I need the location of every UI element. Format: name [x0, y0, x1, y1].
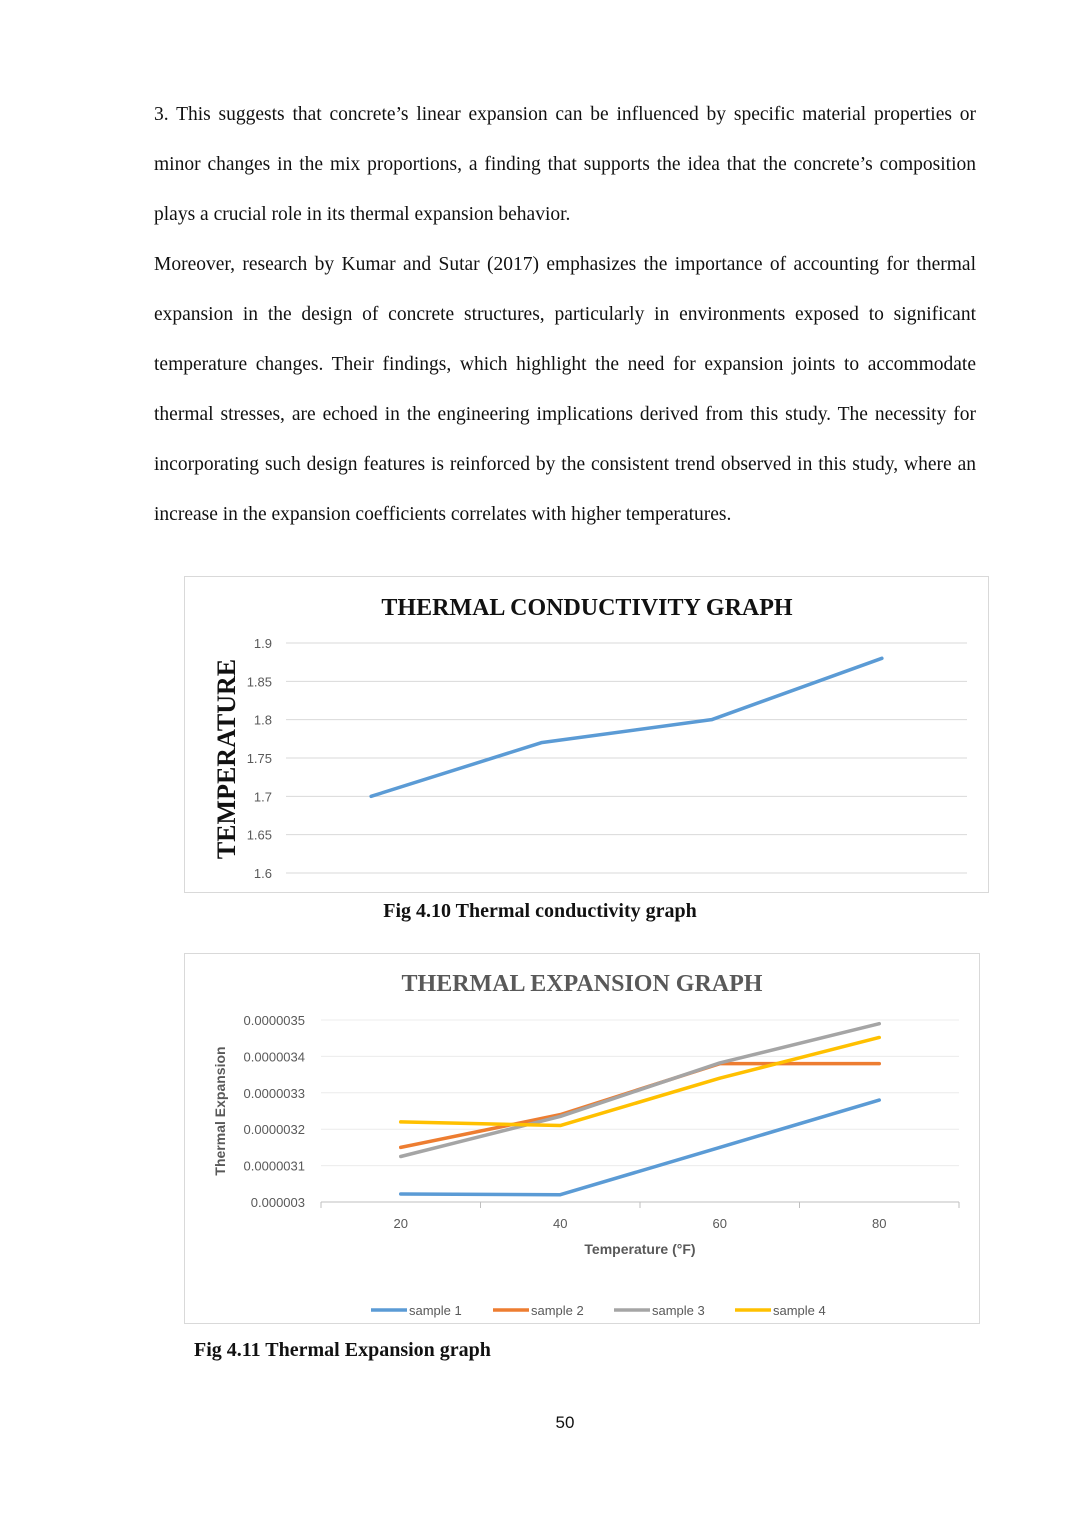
- chart2-data-point: [559, 1124, 562, 1127]
- chart2-data-point: [878, 1036, 881, 1039]
- chart1-y-tick-label: 1.65: [246, 827, 272, 843]
- chart2-legend-label: sample 3: [652, 1303, 705, 1318]
- chart2-x-axis-label: Temperature (°F): [584, 1241, 696, 1257]
- thermal-expansion-chart: [184, 953, 980, 1324]
- chart1-series-line: [371, 658, 882, 796]
- chart2-title: THERMAL EXPANSION GRAPH: [401, 971, 763, 997]
- chart2-series-line: [401, 1037, 880, 1125]
- figure-caption-4-10: Fig 4.10 Thermal conductivity graph: [383, 900, 697, 922]
- chart2-data-point: [399, 1146, 402, 1149]
- paragraph-2: Moreover, research by Kumar and Sutar (2017) emphasizes the importance of accounting for thermal expansion in the design of concrete structures, particularly in environments exposed to significant temperature changes. Their findings, which highlight the need for expansion joints to accommodate thermal stresses, are echoed in the engineering implications derived from this study. The necessity for incorporating such design features is reinforced by the consistent trend observed in this study, where an increase in the expansion coefficients correlates with higher temperatures.: [154, 254, 976, 525]
- chart1-y-tick-label: 1.85: [246, 674, 272, 690]
- chart2-series-line: [401, 1024, 880, 1157]
- chart2-y-tick-label: 0.0000033: [243, 1085, 305, 1101]
- figure-caption-4-11: Fig 4.11 Thermal Expansion graph: [194, 1339, 491, 1361]
- chart2-data-point: [399, 1155, 402, 1158]
- chart1-data-point: [370, 795, 373, 798]
- chart2-data-point: [718, 1146, 721, 1149]
- chart2-series-line: [401, 1100, 880, 1195]
- chart2-data-point: [399, 1192, 402, 1195]
- chart1-y-tick-label: 1.7: [253, 789, 272, 805]
- chart2-data-point: [878, 1099, 881, 1102]
- chart2-y-tick-label: 0.0000031: [243, 1158, 305, 1174]
- chart2-data-point: [559, 1193, 562, 1196]
- chart2-data-point: [878, 1062, 881, 1065]
- page-number: 50: [555, 1413, 575, 1432]
- chart1-y-tick-label: 1.75: [246, 751, 272, 766]
- chart2-x-tick-label: 40: [553, 1216, 568, 1231]
- chart2-legend-label: sample 4: [773, 1303, 826, 1318]
- chart2-y-axis-label: Thermal Expansion: [212, 1046, 228, 1176]
- chart2-legend-label: sample 2: [531, 1303, 584, 1318]
- chart1-y-tick-label: 1.6: [253, 866, 272, 881]
- chart1-data-point: [540, 741, 543, 744]
- chart1-y-tick-label: 1.9: [253, 636, 272, 651]
- chart2-data-point: [878, 1022, 881, 1025]
- chart2-x-tick-label: 20: [393, 1216, 408, 1231]
- chart2-data-point: [399, 1120, 402, 1123]
- chart1-y-tick-label: 1.8: [253, 712, 272, 728]
- chart1-title: THERMAL CONDUCTIVITY GRAPH: [381, 595, 793, 621]
- chart2-data-point: [718, 1077, 721, 1080]
- chart2-data-point: [559, 1115, 562, 1118]
- chart1-data-point: [710, 718, 713, 721]
- chart2-y-tick-label: 0.0000035: [243, 1013, 305, 1028]
- chart2-series-line: [401, 1064, 880, 1148]
- chart2-data-point: [718, 1061, 721, 1064]
- chart2-x-tick-label: 80: [872, 1216, 887, 1231]
- paragraph-1: 3. This suggests that concrete’s linear expansion can be influenced by specific material properties or minor changes in the mix proportions, a finding that supports the idea that the concrete’s composition plays a crucial role in its thermal expansion behavior.: [154, 104, 976, 225]
- chart2-x-tick-label: 60: [712, 1216, 727, 1231]
- chart2-y-tick-label: 0.0000032: [243, 1122, 305, 1138]
- thermal-conductivity-chart: [184, 576, 989, 893]
- chart1-y-axis-label: TEMPERATURE: [212, 658, 241, 860]
- chart1-data-point: [880, 657, 883, 660]
- chart2-y-tick-label: 0.0000034: [243, 1049, 305, 1065]
- chart2-legend-label: sample 1: [409, 1303, 462, 1318]
- chart2-y-tick-label: 0.000003: [250, 1195, 305, 1210]
